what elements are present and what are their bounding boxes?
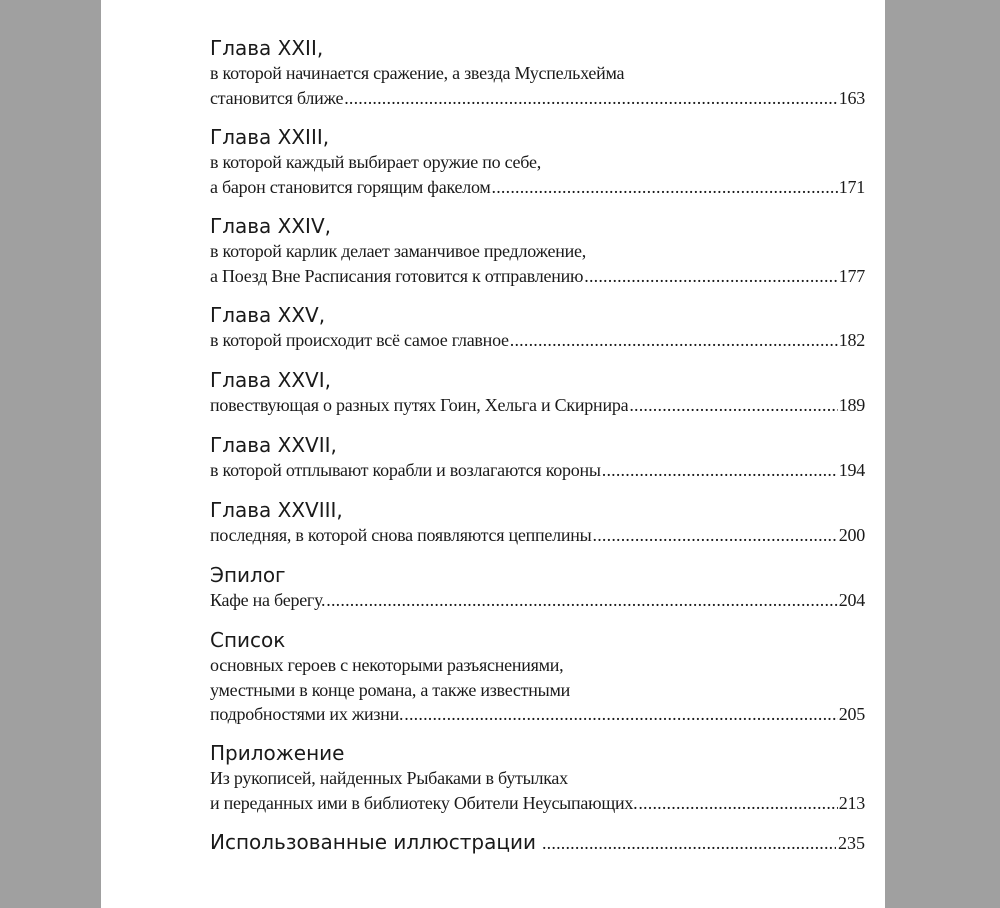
book-page — [101, 0, 885, 908]
toc-entry-heading: Глава XXIV, — [210, 214, 331, 238]
toc-entry-heading: Список — [210, 628, 286, 652]
toc-entry-page-number: 163 — [838, 87, 865, 108]
toc-entry-last-line — [210, 393, 865, 418]
toc-entry-page-number: 194 — [838, 460, 865, 480]
toc-entry-page-number: 200 — [838, 525, 865, 545]
toc-entry-description: Кафе на берегу. — [210, 590, 326, 610]
toc-entry-description: в которой карлик делает заманчивое предложение, — [210, 241, 586, 261]
toc-entry-description: становится ближе — [210, 87, 344, 108]
toc-entry-description: в которой происходит всё самое главное — [210, 330, 509, 350]
toc-entry-heading: Глава XXV, — [210, 303, 326, 327]
toc-entry-description: и переданных ими в библиотеку Обители Неусыпающих. — [210, 792, 638, 813]
toc-entry-last-line — [210, 458, 865, 483]
toc-entry-last-line — [210, 328, 865, 353]
toc-entry-heading: Глава XXVII, — [210, 433, 337, 457]
toc-entry-page-number: 171 — [838, 176, 865, 197]
toc-entry-description: в которой отплывают корабли и возлагаются короны — [210, 460, 601, 480]
table-of-contents — [210, 36, 865, 855]
toc-entry-page-number: 213 — [838, 792, 865, 813]
toc-entry-description: Из рукописей, найденных Рыбаками в бутылках — [210, 768, 568, 788]
toc-entry-chapter-24 — [210, 214, 865, 303]
toc-entry-description: а Поезд Вне Расписания готовится к отправлению — [210, 265, 584, 286]
dot-leader — [542, 831, 836, 856]
dot-leader — [404, 702, 837, 727]
toc-entry-chapter-27 — [210, 433, 865, 498]
toc-entry-heading: Глава XXIII, — [210, 125, 330, 149]
dot-leader — [492, 175, 838, 200]
toc-entry-page-number: 205 — [838, 704, 865, 724]
toc-entry-page-number: 235 — [838, 833, 865, 853]
toc-entry-page-number: 189 — [838, 395, 865, 415]
dot-leader — [510, 328, 838, 353]
dot-leader — [602, 458, 838, 483]
toc-entry-page-number: 204 — [838, 590, 865, 610]
toc-entry-chapter-22 — [210, 36, 865, 125]
dot-leader — [344, 86, 838, 111]
toc-entry-chapter-28 — [210, 498, 865, 563]
toc-entry-heading: Использованные иллюстрации — [210, 830, 536, 854]
toc-entry-description: повествующая о разных путях Гоин, Хельга и Скирнира — [210, 395, 629, 415]
toc-entry-page-number: 177 — [838, 265, 865, 286]
toc-entry-last-line — [210, 175, 865, 200]
dot-leader — [638, 791, 837, 816]
toc-entry-description: подробностями их жизни. — [210, 704, 404, 724]
toc-entry-heading: Глава XXVIII, — [210, 498, 343, 522]
toc-entry-heading: Приложение — [210, 741, 345, 765]
toc-entry-description: уместными в конце романа, а также известными — [210, 679, 570, 700]
toc-entry-heading: Глава XXVI, — [210, 368, 331, 392]
toc-entry-last-line — [210, 702, 865, 727]
toc-entry-heading: Глава XXII, — [210, 36, 324, 60]
toc-entry-last-line — [210, 588, 865, 613]
toc-entry-last-line — [210, 523, 865, 548]
toc-entry-page-number: 182 — [838, 330, 865, 350]
toc-entry-description: в которой каждый выбирает оружие по себе, — [210, 152, 541, 172]
toc-entry-description: последняя, в которой снова появляются цеппелины — [210, 525, 592, 545]
toc-entry-appendix — [210, 741, 865, 830]
toc-entry-description: основных героев с некоторыми разъяснениями, — [210, 655, 564, 675]
dot-leader — [629, 393, 837, 418]
toc-entry-last-line — [210, 791, 865, 816]
toc-entry-chapter-23 — [210, 125, 865, 214]
toc-entry-epilogue — [210, 563, 865, 628]
toc-entry-description: а барон становится горящим факелом — [210, 176, 491, 197]
toc-entry-description: в которой начинается сражение, а звезда Муспельхейма — [210, 63, 625, 83]
toc-entry-illustrations — [210, 830, 865, 855]
toc-entry-last-line — [210, 264, 865, 289]
toc-entry-chapter-26 — [210, 368, 865, 433]
dot-leader — [584, 264, 838, 289]
toc-entry-heading: Эпилог — [210, 563, 286, 587]
dot-leader — [593, 523, 838, 548]
toc-entry-chapter-25 — [210, 303, 865, 368]
toc-entry-last-line — [210, 86, 865, 111]
toc-entry-character-list — [210, 628, 865, 741]
dot-leader — [326, 588, 837, 613]
